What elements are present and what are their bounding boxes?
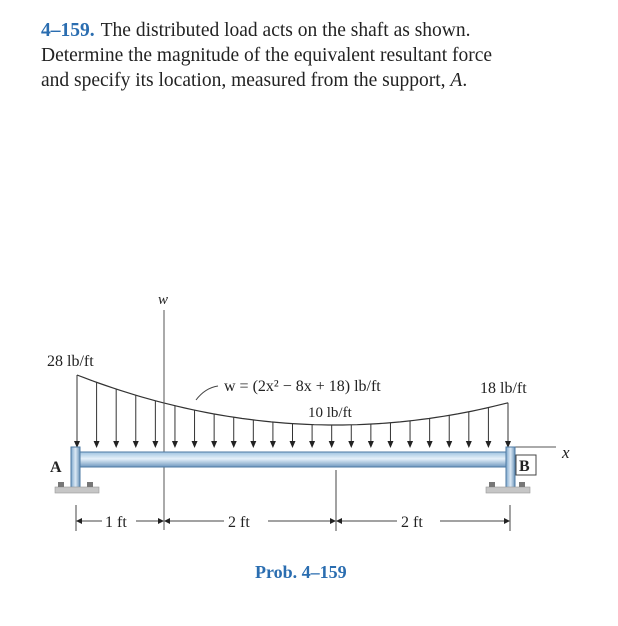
load-arrow-head [250,441,256,448]
dimension-lines [76,470,510,531]
load-arrow-head [192,441,198,448]
equation-leader [196,386,218,400]
problem-text-3-end: . [462,70,468,91]
load-arrow-head [211,441,217,448]
dimension-2ft-left: 2 ft [228,514,250,531]
dimension-1ft: 1 ft [105,514,127,531]
shaft [78,452,508,467]
load-arrow-head [485,441,491,448]
load-right-label: 18 lb/ft [480,380,527,397]
load-arrow-head [231,441,237,448]
load-arrow-head [348,441,354,448]
load-arrow-head [290,441,296,448]
problem-text-3: and specify its location, measured from the support, [41,70,446,91]
load-arrow-head [113,441,119,448]
x-axis-label: x [562,443,570,462]
dimension-2ft-right: 2 ft [401,514,423,531]
load-arrow-head [270,441,276,448]
load-arrow-head [368,441,374,448]
load-arrow-head [466,441,472,448]
load-arrow-head [309,441,315,448]
load-equation: w = (2x² − 8x + 18) lb/ft [224,378,381,395]
load-arrow-head [407,441,413,448]
load-arrow-head [94,441,100,448]
support-a-label: A [50,459,62,476]
support-b-label: B [519,458,530,475]
load-arrow-head [387,441,393,448]
load-arrow-head [152,441,158,448]
load-left-label: 28 lb/ft [47,353,94,370]
load-arrow-head [172,441,178,448]
w-label: w [158,292,169,308]
figure-caption: Prob. 4–159 [255,562,347,582]
problem-line-2: Determine the magnitude of the equivalent resultant force [41,45,493,66]
support-a-ref: A [450,70,463,91]
problem-number: 4–159. [41,20,95,41]
problem-text-1: The distributed load acts on the shaft as shown. [100,20,471,41]
load-arrow-head [329,441,335,448]
load-arrow-head [446,441,452,448]
load-arrow-head [133,441,139,448]
load-arrow-head [427,441,433,448]
load-min-label: 10 lb/ft [308,405,352,421]
